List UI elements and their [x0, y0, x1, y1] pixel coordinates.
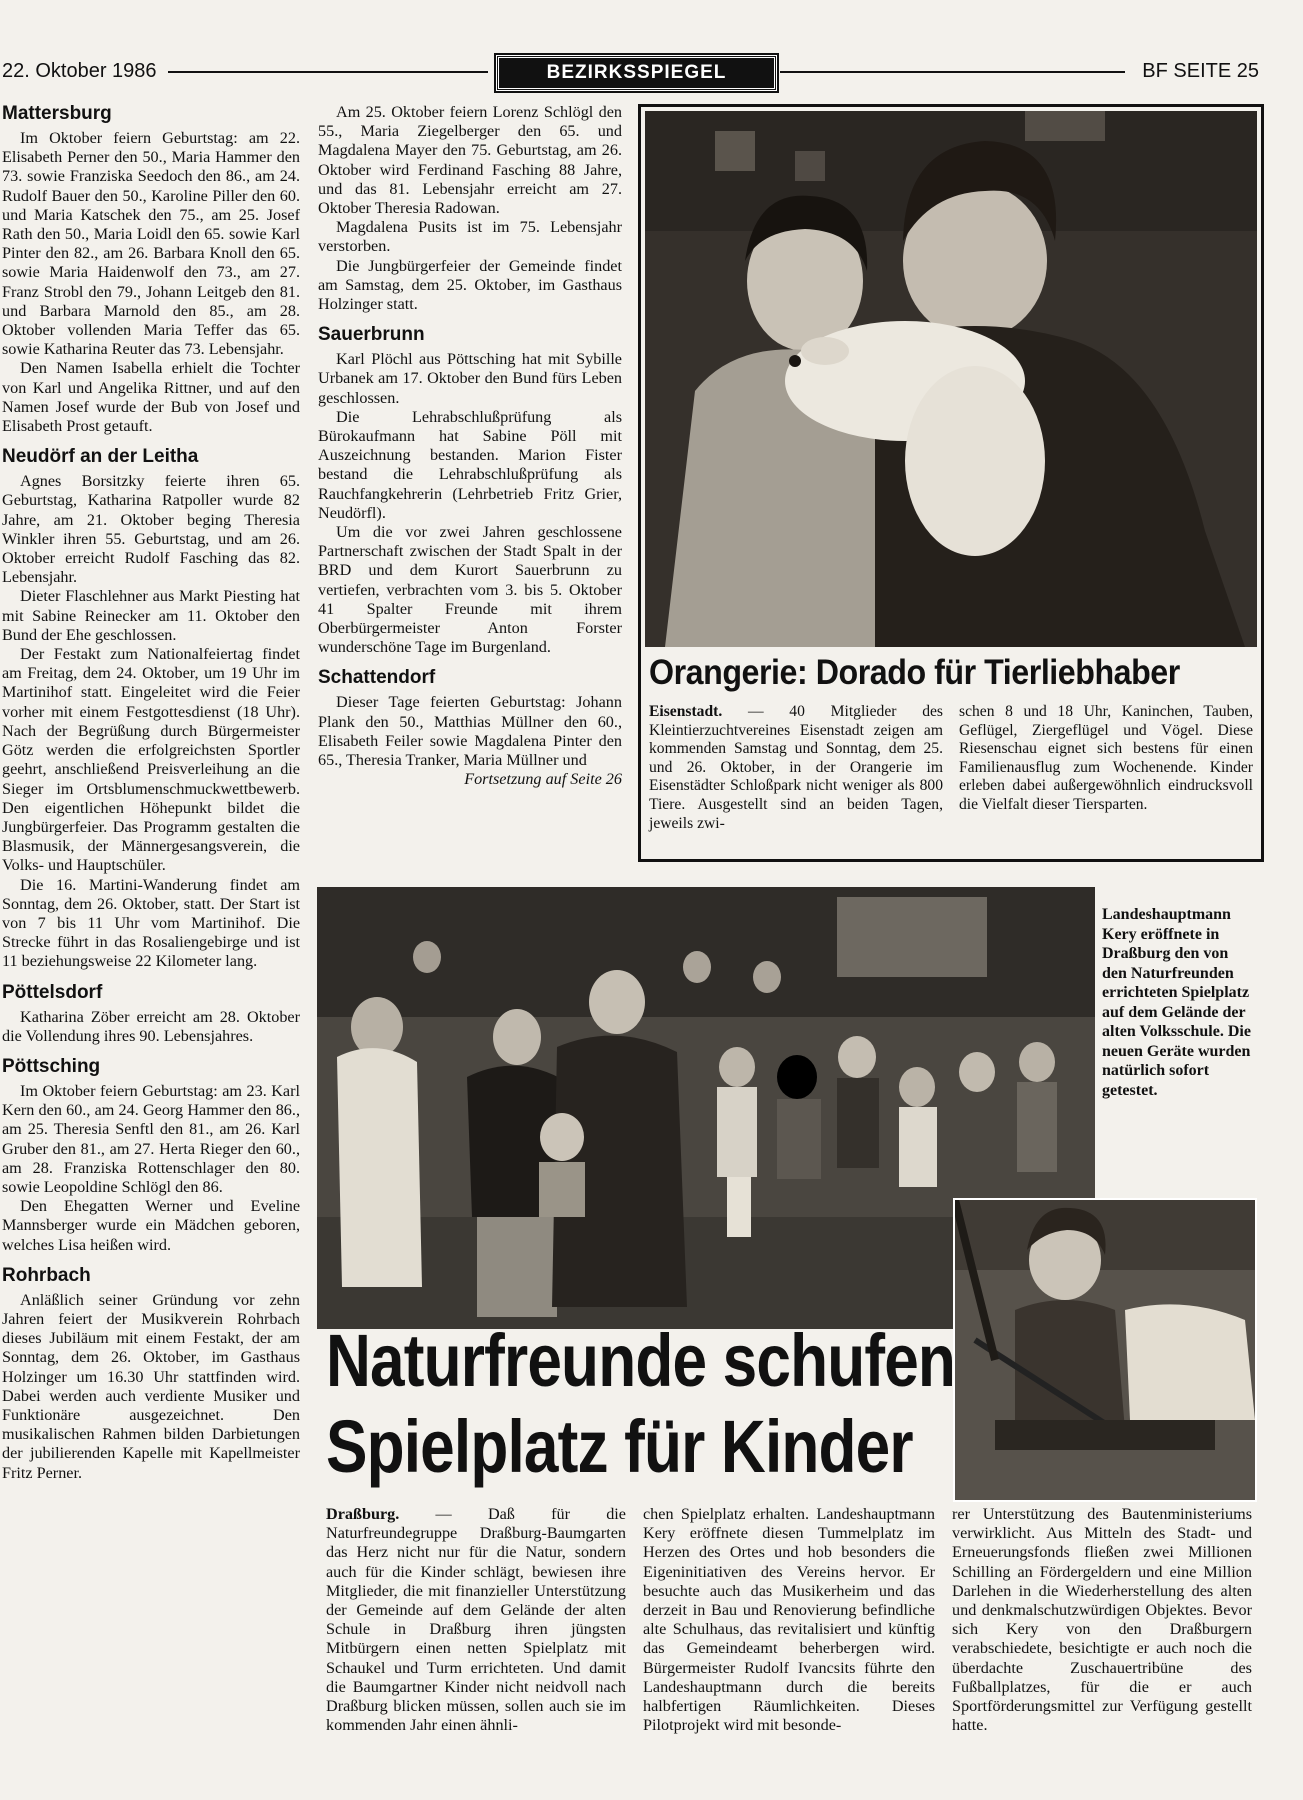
section-heading-schattendorf: Schattendorf — [318, 667, 436, 689]
photo-illustration — [645, 111, 1257, 647]
naturfreunde-headline-line1: Naturfreunde schufen — [326, 1319, 956, 1402]
section-heading-mattersburg: Mattersburg — [2, 103, 112, 124]
paragraph: Die Jungbürgerfeier der Gemeinde findet am Samstag, dem 25. Oktober, im Gasthaus Holzinger statt. — [318, 256, 622, 314]
header-rule-left — [168, 71, 488, 73]
paragraph: Dieter Flaschlehner aus Markt Piesting hat mit Sabine Reinecker am 11. Oktober den Bund der Ehe geschlossen. — [2, 587, 300, 644]
section-heading-poettsching: Pöttsching — [2, 1055, 101, 1077]
paragraph: schen 8 und 18 Uhr, Kaninchen, Tauben, Geflügel, Ziergeflügel und Vögel. Diese Riesenschau eignet sich bestens für einen Familienausflug zum Wochenende. Kinder erleben dabei außergewöhnlich eindrucksvoll die Vielfalt dieser Tiersparten. — [959, 703, 1253, 813]
naturfreunde-text-col2 — [643, 1505, 935, 1735]
paragraph: Katharina Zöber erreicht am 28. Oktober die Vollendung ihres 90. Lebensjahres. — [2, 1007, 300, 1045]
paragraph: — Daß für die Naturfreundegruppe Draßburg-Baumgarten das Herz nicht nur für die Natur, sondern auch für die Kinder schlägt, bewiesen ihre Mitglieder, die mit finanzieller Unterstützung der Gemeinde auf dem Gelände der alten Schule in Draßburg ihren jüngsten Mitbürgern einen netten Spielplatz mit Schaukel und Turm errichteten. Und damit die Baumgartner Kinder nicht neidvoll nach Draßburg blicken müssen, sollen auch sie im kommenden Jahr einen ähnli- — [326, 1505, 626, 1735]
orangerie-headline: Orangerie: Dorado für Tierliebhaber — [649, 653, 1180, 692]
issue-date: 22. Oktober 1986 — [2, 60, 157, 82]
paragraph: Karl Plöchl aus Pöttsching hat mit Sybille Urbanek am 17. Oktober den Bund fürs Leben geschlossen. — [318, 350, 622, 407]
paragraph: Die Lehrabschlußprüfung als Bürokaufmann hat Sabine Pöll mit Auszeichnung bestanden. Marion Fister bestand die Lehrabschlußprüfung als Rauchfangkehrerin (Lehrbetrieb Fritz Grier, Neudörfl). — [318, 407, 622, 522]
column-local-news-1 — [2, 103, 300, 1483]
paragraph: Den Namen Isabella erhielt die Tochter von Karl und Angelika Rittner, und auf den Namen Josef wurde der Bub von Josef und Elisabeth Prost getauft. — [2, 359, 300, 436]
column-local-news-2 — [318, 103, 622, 790]
header-rule-right — [780, 71, 1125, 73]
photo-caption: Landeshauptmann Kery eröffnete in Draßburg den von den Naturfreunden errichteten Spielplatz auf dem Gelände der alten Volksschule. Die neuen Geräte wurden natürlich sofort getestet. — [1102, 906, 1251, 1099]
paragraph: Im Oktober feiern Geburtstag: am 23. Karl Kern den 60., am 24. Georg Hammer den 86., am 25. Theresia Senftl den 81., am 26. Karl Gruber den 81., am 27. Herta Rieger den 60., am 28. Franziska Rottenschlager den 80. sowie Leopoldine Schlögl den 86. — [2, 1081, 300, 1196]
section-heading-rohrbach: Rohrbach — [2, 1264, 91, 1286]
paragraph: Die 16. Martini-Wanderung findet am Sonntag, dem 26. Oktober, statt. Der Start ist von 7 bis 11 Uhr vom Martinihof. Die Strecke führt in das Rosaliengebirge und ist 11 beziehungsweise 22 Kilometer lang. — [2, 875, 300, 971]
naturfreunde-text-col3 — [952, 1505, 1252, 1735]
paragraph: Den Ehegatten Werner und Eveline Mannsberger wurde ein Mädchen geboren, welches Lisa heißen wird. — [2, 1197, 300, 1254]
section-heading-sauerbrunn: Sauerbrunn — [318, 324, 425, 346]
paragraph: rer Unterstützung des Bautenministeriums verwirklicht. Aus Mitteln des Stadt- und Erneuerungsfonds fließen zwei Millionen Schilling an Fördergeldern und eine Million Darlehen in die Wiederherstellung des alten und denkmalschutzwürdigen Objektes. Bevor sich Kery von den Draßburgern verabschiedete, besichtigte er auch noch die überdachte Zuschauertribüne des Fußballplatzes, für die er auch Sportförderungsmittel zur Verfügung gestellt hatte. — [952, 1505, 1252, 1735]
section-heading-neudoerfl: Neudörf an der Leitha — [2, 446, 199, 468]
orangerie-article — [638, 104, 1264, 862]
paragraph: Im Oktober feiern Geburtstag: am 22. Elisabeth Perner den 50., Maria Hammer den 73. sowie Franziska Seedoch den 86., am 24. Rudolf Bauer den 50., Karoline Piller den 60. und Maria Katschek den 75., am 25. Josef Rath den 50., Maria Loidl den 65. sowie Karl Pinter den 82., am 26. Barbara Knoll den 65. sowie Maria Haidenwolf den 73., am 27. Franz Strobl den 79., Johann Leitgeb den 81. und Barbara Marnold den 85., am 28. Oktober vollenden Maria Teffer das 65. sowie Katharina Reuter das 73. Lebensjahr. — [2, 129, 300, 359]
page-number: BF SEITE 25 — [1142, 60, 1259, 82]
naturfreunde-headline-line2: Spielplatz für Kinder — [326, 1405, 913, 1488]
page-header — [0, 52, 1303, 92]
section-heading-poettelsdorf: Pöttelsdorf — [2, 981, 103, 1003]
orangerie-text-col2 — [959, 703, 1253, 815]
dateline: Draßburg. — [326, 1505, 400, 1523]
swing-illustration — [955, 1200, 1255, 1500]
swing-child-photo — [953, 1198, 1257, 1502]
paragraph: Agnes Borsitzky feierte ihren 65. Geburtstag, Katharina Ratpoller wurde 82 Jahre, am 21. Oktober beging Theresia Winkler ihren 55. Geburtstag, und am 26. Oktober erreicht Rudolf Fasching das 82. Lebensjahr. — [2, 472, 300, 587]
rabbit-children-photo — [645, 111, 1257, 647]
dateline: Eisenstadt. — [649, 703, 723, 720]
section-title: BEZIRKSSPIEGEL — [496, 55, 777, 91]
paragraph: Um die vor zwei Jahren geschlossene Partnerschaft zwischen der Stadt Spalt in der BRD und dem Kurort Sauerbrunn zu vertiefen, verbrachten vom 3. bis 5. Oktober 41 Spalter Freunde mit ihrem Oberbürgermeister Anton Forster wunderschöne Tage im Burgenland. — [318, 523, 622, 657]
paragraph: — 40 Mitglieder des Kleintierzuchtvereines Eisenstadt zeigen am kommenden Samstag und Sonntag, dem 25. und 26. Oktober, in der Orangerie im Eisenstädter Schloßpark nicht weniger als 800 Tiere. Ausgestellt sind an beiden Tagen, jeweils zwi- — [649, 703, 943, 832]
paragraph: Der Festakt zum Nationalfeiertag findet am Freitag, dem 24. Oktober, um 19 Uhr im Martinihof statt. Eingeleitet wird die Feier vorher mit einem Festgottesdienst (18 Uhr). Nach der Begrüßung durch Bürgermeister Götz werden die erfolgreichsten Sportler geehrt, anschließend Preisverleihung an die Sieger im Ortsblumenschmuckwettbewerb. Den eigentlichen Höhepunkt bildet die Jungbürgerfeier. Das Programm gestalten die Blasmusik, der Männergesangsverein, die Volks- und Hauptschüler. — [2, 645, 300, 875]
paragraph: Dieser Tage feierten Geburtstag: Johann Plank den 50., Matthias Müllner den 60., Elisabeth Feiler sowie Magdalena Pinter den 65., Theresia Tranker, Maria Müllner und — [318, 693, 622, 770]
continued-note: Fortsetzung auf Seite 26 — [464, 770, 622, 789]
naturfreunde-text-col1 — [326, 1505, 626, 1735]
paragraph: Anläßlich seiner Gründung vor zehn Jahren feiert der Musikverein Rohrbach dieses Jubiläum mit einem Festakt, der am Sonntag, dem 26. Oktober, im Gasthaus Holzinger um 16.30 Uhr stattfinden wird. Dabei werden auch verdiente Musiker und Funktionäre ausgezeichnet. Den musikalischen Rahmen bilden Darbietungen der jubilierenden Kapelle mit Kapellmeister Fritz Perner. — [2, 1290, 300, 1482]
orangerie-text-col1 — [649, 703, 943, 833]
paragraph: chen Spielplatz erhalten. Landeshauptmann Kery eröffnete diesen Tummelplatz im Herzen des Ortes und hob besonders die Eigeninitiativen des Vereins hervor. Er besuchte auch das Musikerheim und das derzeit in Bau und Renovierung befindliche alte Schulhaus, das revitalisiert und künftig das Gemeindeamt beherbergen wird. Bürgermeister Rudolf Ivancsits führte den Landeshauptmann durch die bereits halbfertigen Räumlichkeiten. Dieses Pilotprojekt wird mit besonde- — [643, 1505, 935, 1735]
paragraph: Am 25. Oktober feiern Lorenz Schlögl den 55., Maria Ziegelberger den 65. und Magdalena Mayer den 75. Geburtstag, am 26. Oktober wird Ferdinand Fasching 88 Jahre, und das 81. Lebensjahr erreicht am 27. Oktober Theresia Radowan. — [318, 103, 622, 218]
paragraph: Magdalena Pusits ist im 75. Lebensjahr verstorben. — [318, 218, 622, 256]
